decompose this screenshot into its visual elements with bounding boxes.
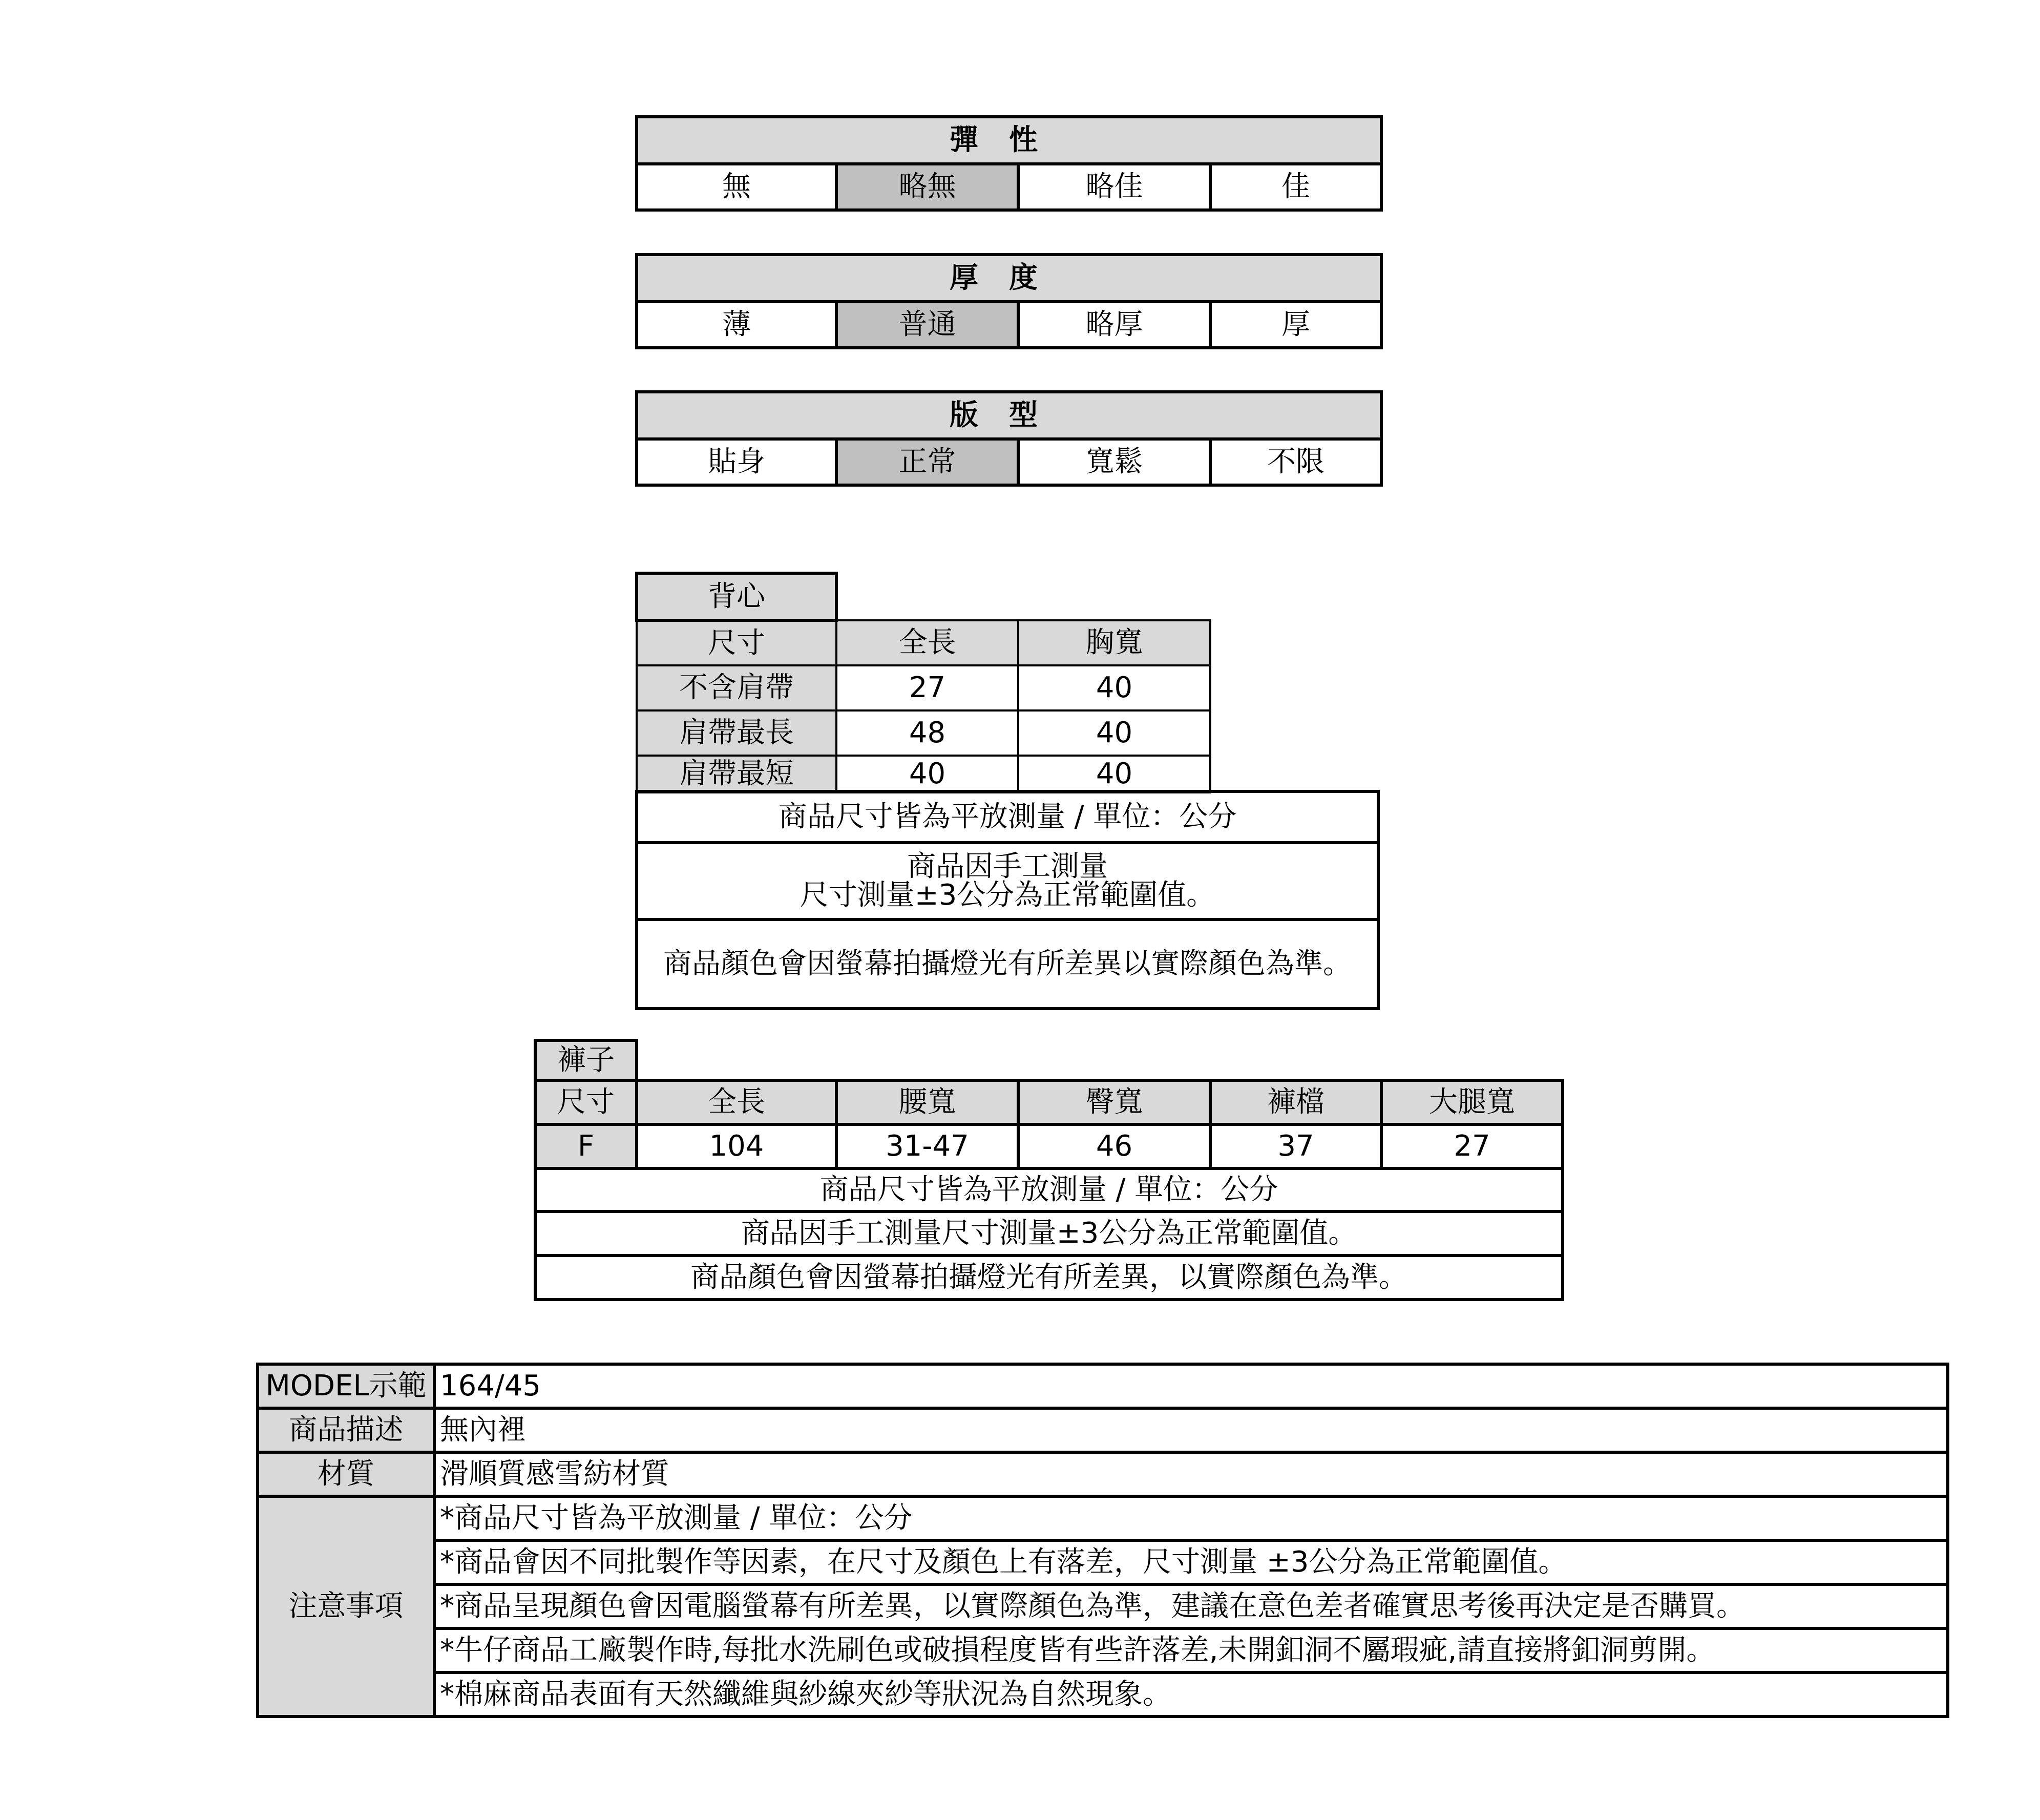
rating-option: 略厚: [1018, 302, 1210, 348]
table-cell: 27: [1381, 1124, 1563, 1168]
table-cell: 48: [836, 710, 1018, 756]
material-value: 滑順質感雪紡材質: [434, 1452, 1948, 1496]
note-line: [637, 843, 1378, 919]
rating-option: 貼身: [637, 439, 836, 485]
notice-item: *商品呈現顏色會因電腦螢幕有所差異，以實際顏色為準，建議在意色差者確實思考後再決定是否購買。: [434, 1584, 1948, 1628]
notice-label: 注意事項: [258, 1496, 434, 1717]
rating-table-thickness: [635, 253, 1383, 349]
note-line: 商品尺寸皆為平放測量 / 單位：公分: [637, 791, 1378, 843]
note-line: 商品尺寸皆為平放測量 / 單位：公分: [535, 1168, 1563, 1211]
rating-option: 薄: [637, 302, 836, 348]
product-info-table: [256, 1363, 1949, 1718]
notice-item: *牛仔商品工廠製作時,每批水洗刷色或破損程度皆有些許落差,未開釦洞不屬瑕疵,請直接將釦洞剪開。: [434, 1628, 1948, 1672]
column-header: 尺寸: [637, 620, 836, 665]
column-header: 臀寬: [1018, 1080, 1210, 1124]
model-value: 164/45: [434, 1364, 1948, 1408]
column-header: 全長: [836, 620, 1018, 665]
column-header: 全長: [637, 1080, 836, 1124]
column-header: 腰寬: [836, 1080, 1018, 1124]
column-header: 尺寸: [535, 1080, 637, 1124]
notice-item: *商品會因不同批製作等因素，在尺寸及顏色上有落差，尺寸測量 ±3公分為正常範圍值。: [434, 1540, 1948, 1584]
table-cell: 31-47: [836, 1124, 1018, 1168]
rating-option-selected: 普通: [836, 302, 1018, 348]
rating-option: 不限: [1210, 439, 1381, 485]
table-cell: 40: [1018, 710, 1210, 756]
column-header: 胸寬: [1018, 620, 1210, 665]
table-cell: 37: [1210, 1124, 1381, 1168]
pants-size-table: [534, 1039, 1564, 1301]
rating-option-selected: 正常: [836, 439, 1018, 485]
table-cell: 104: [637, 1124, 836, 1168]
notice-item: *棉麻商品表面有天然纖維與紗線夾紗等狀況為自然現象。: [434, 1672, 1948, 1717]
material-label: 材質: [258, 1452, 434, 1496]
vest-size-table: [635, 572, 1211, 793]
table-cell: 40: [836, 756, 1018, 792]
description-value: 無內裡: [434, 1408, 1948, 1452]
rating-option: 寬鬆: [1018, 439, 1210, 485]
rating-option: 略佳: [1018, 164, 1210, 210]
rating-option: 佳: [1210, 164, 1381, 210]
row-label: F: [535, 1124, 637, 1168]
description-label: 商品描述: [258, 1408, 434, 1452]
row-label: 肩帶最長: [637, 710, 836, 756]
rating-table-fit: [635, 390, 1383, 487]
column-header: 褲檔: [1210, 1080, 1381, 1124]
notice-item: *商品尺寸皆為平放測量 / 單位：公分: [434, 1496, 1948, 1540]
table-cell: 40: [1018, 665, 1210, 710]
pants-title: 褲子: [535, 1040, 637, 1080]
vest-title: 背心: [637, 573, 836, 620]
note-line: 商品顏色會因螢幕拍攝燈光有所差異以實際顏色為準。: [637, 919, 1378, 1009]
vest-notes: [635, 790, 1380, 1010]
table-cell: 46: [1018, 1124, 1210, 1168]
column-header: 大腿寬: [1381, 1080, 1563, 1124]
rating-title: 版型: [637, 392, 1381, 439]
rating-table-elasticity: [635, 115, 1383, 212]
rating-option: 無: [637, 164, 836, 210]
note-line: 商品因手工測量尺寸測量±3公分為正常範圍值。: [535, 1211, 1563, 1256]
row-label: 不含肩帶: [637, 665, 836, 710]
note-line-b: 尺寸測量±3公分為正常範圍值。: [800, 878, 1215, 912]
note-line: 商品顏色會因螢幕拍攝燈光有所差異，以實際顏色為準。: [535, 1256, 1563, 1300]
rating-title: 彈性: [637, 117, 1381, 164]
table-cell: 27: [836, 665, 1018, 710]
table-cell: 40: [1018, 756, 1210, 792]
model-label: MODEL示範: [258, 1364, 434, 1408]
rating-option-selected: 略無: [836, 164, 1018, 210]
row-label: 肩帶最短: [637, 756, 836, 792]
note-line-a: 商品因手工測量: [907, 850, 1108, 883]
rating-title: 厚度: [637, 255, 1381, 302]
rating-option: 厚: [1210, 302, 1381, 348]
